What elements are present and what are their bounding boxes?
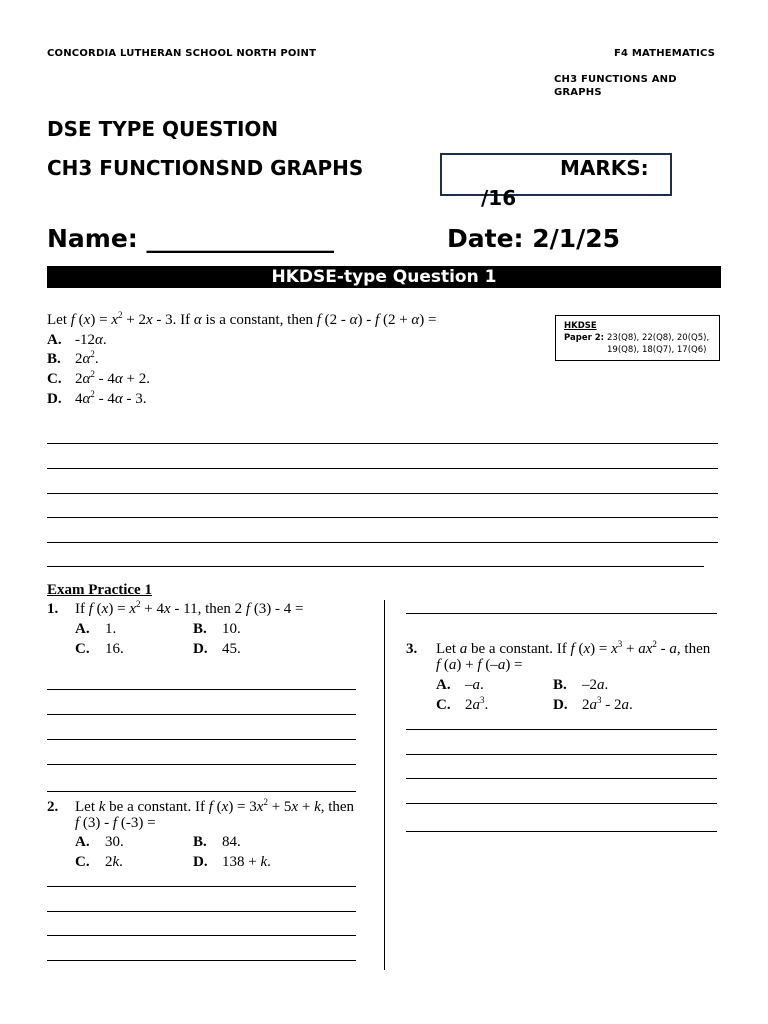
ep-q1-number: 1.: [47, 601, 59, 617]
ep-q1-option-a-label: A.: [75, 621, 90, 637]
answer-line: [47, 566, 704, 567]
answer-line: [47, 493, 718, 494]
answer-line: [406, 729, 717, 730]
ep-q1-option-b[interactable]: 10.: [222, 621, 241, 637]
ep-q2-option-d-label: D.: [193, 854, 208, 870]
answer-line: [47, 517, 718, 518]
name-field[interactable]: Name: _______________: [47, 224, 334, 253]
ep-q2-option-b-label: B.: [193, 834, 207, 850]
ep-q1-option-c-label: C.: [75, 641, 90, 657]
ep-q3-stem-line2: f (a) + f (–a) =: [436, 657, 523, 673]
ep-q1-option-b-label: B.: [193, 621, 207, 637]
ep-q3-option-c[interactable]: $2a^3$.: [465, 695, 489, 713]
q1-option-d[interactable]: $4\alpha^2 - 4\alpha - 3$.: [75, 389, 147, 407]
ep-q2-option-d[interactable]: 138 + k.: [222, 854, 271, 870]
answer-line: [47, 689, 356, 690]
q1-option-c-label: C.: [47, 371, 62, 387]
answer-line: [406, 778, 717, 779]
q1-option-d-label: D.: [47, 391, 62, 407]
answer-line: [406, 613, 717, 614]
ep-q2-stem-line1: Let k be a constant. If f $(x) = 3x^2 + 5x + k$, then: [75, 797, 355, 815]
ep-q1-option-d[interactable]: 45.: [222, 641, 241, 657]
answer-line: [47, 960, 356, 961]
q1-option-c[interactable]: $2\alpha^2 - 4\alpha + 2$.: [75, 369, 150, 387]
question1-stem: Let f $(x) = x^2 + 2x - 3$. If α is a constant, then f (2 - α) - f (2 + α) =: [47, 310, 437, 328]
answer-line: [47, 911, 356, 912]
ep-q3-option-a[interactable]: –a.: [465, 677, 484, 693]
answer-line: [47, 714, 356, 715]
answer-line: [47, 935, 356, 936]
q1-option-a-label: A.: [47, 332, 62, 348]
answer-line: [47, 886, 356, 887]
q1-option-b[interactable]: $2\alpha^2$.: [75, 349, 99, 367]
marks-label: MARKS:: [560, 156, 649, 180]
refs-line1: 23(Q8), 22(Q8), 20(Q5),: [607, 333, 710, 343]
ep-q2-option-a-label: A.: [75, 834, 90, 850]
ep-q3-option-d-label: D.: [553, 697, 568, 713]
ep-q2-option-a[interactable]: 30.: [105, 834, 124, 850]
ep-q1-option-d-label: D.: [193, 641, 208, 657]
ep-q1-stem: If f $(x) = x^2 + 4x - 11$, then 2 f (3) - 4 =: [75, 599, 304, 617]
ep-q2-option-b[interactable]: 84.: [222, 834, 241, 850]
ep-q3-option-d[interactable]: $2a^3 - 2a$.: [582, 695, 633, 713]
marks-total: /16: [481, 186, 517, 210]
answer-line: [406, 803, 717, 804]
exam-practice-heading: Exam Practice 1: [47, 582, 152, 598]
chapter-title: CH3 FUNCTIONSND GRAPHS: [47, 156, 364, 180]
answer-line: [47, 542, 718, 543]
column-divider: [384, 600, 385, 970]
answer-line: [406, 754, 717, 755]
ep-q3-option-a-label: A.: [436, 677, 451, 693]
answer-line: [47, 791, 356, 792]
chapter-line1: CH3 FUNCTIONS AND: [554, 74, 677, 85]
answer-line: [47, 739, 356, 740]
answer-line: [406, 831, 717, 832]
answer-line: [47, 468, 718, 469]
ep-q1-option-c[interactable]: 16.: [105, 641, 124, 657]
ep-q3-option-c-label: C.: [436, 697, 451, 713]
question-banner: HKDSE-type Question 1: [47, 266, 721, 288]
refs-line2: 19(Q8), 18(Q7), 17(Q6): [607, 345, 707, 355]
ep-q3-option-b[interactable]: –2a.: [582, 677, 609, 693]
hkdse-reference-box: [555, 315, 720, 361]
school-name: CONCORDIA LUTHERAN SCHOOL NORTH POINT: [47, 48, 317, 59]
ep-q2-number: 2.: [47, 799, 59, 815]
worksheet-title: DSE TYPE QUESTION: [47, 117, 279, 141]
answer-line: [47, 443, 718, 444]
ep-q3-option-b-label: B.: [553, 677, 567, 693]
ep-q3-number: 3.: [406, 641, 418, 657]
hkdse-title: HKDSE: [564, 321, 597, 331]
subject-label: F4 MATHEMATICS: [614, 48, 716, 59]
ep-q3-stem-line1: Let a be a constant. If f $(x) = x^3 + ax^2 - a$, then: [436, 639, 711, 657]
paper-label: Paper 2:: [564, 333, 605, 343]
date-label: Date: 2/1/25: [447, 224, 621, 253]
q1-option-b-label: B.: [47, 351, 61, 367]
chapter-line2: GRAPHS: [554, 87, 602, 98]
ep-q2-stem-line2: f (3) - f (-3) =: [75, 815, 156, 831]
ep-q1-option-a[interactable]: 1.: [105, 621, 117, 637]
answer-line: [47, 764, 356, 765]
q1-option-a[interactable]: -12α.: [75, 332, 107, 348]
ep-q2-option-c-label: C.: [75, 854, 90, 870]
ep-q2-option-c[interactable]: 2k.: [105, 854, 123, 870]
